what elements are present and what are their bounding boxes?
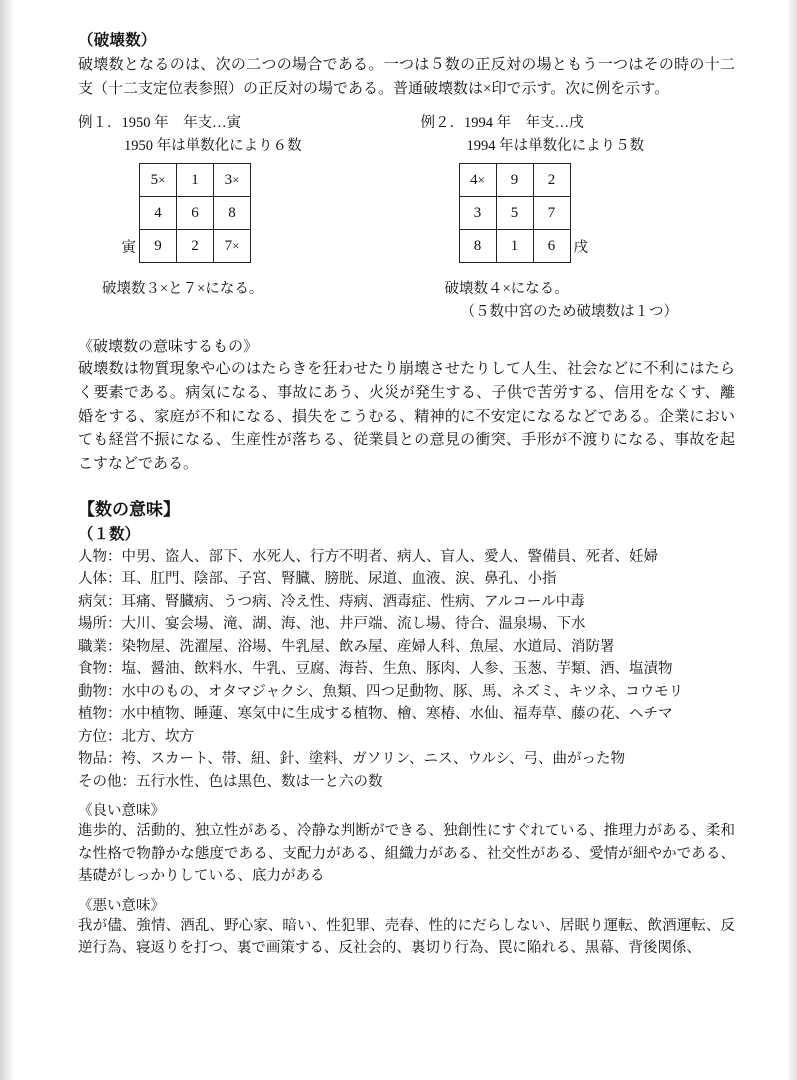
cell-number: 6 — [191, 204, 199, 221]
example-2-subtitle: 1994 年は単数化により５数 — [466, 138, 645, 155]
list-item: 食物：塩、醤油、飲料水、牛乳、豆腐、海苔、生魚、豚肉、人参、玉葱、芋類、酒、塩漬物 — [78, 661, 673, 678]
example-1-note: 破壊数３×と７×になる。 — [102, 281, 264, 298]
cell-number: 1 — [510, 237, 519, 254]
example-1-magic-square — [139, 163, 251, 263]
list-item: 人物：中男、盗人、部下、水死人、行方不明者、病人、盲人、愛人、警備員、死者、妊婦 — [78, 548, 658, 565]
section-paragraph: 破壊数となるのは、次の二つの場合である。一つは５数の正反対の場ともう一つはその時の十二支（十二支定位表参照）の正反対の場である。普通破壊数は×印で示す。次に例を示す。 — [78, 57, 735, 97]
example-1-grid-wrap — [114, 163, 407, 263]
attribute-list — [78, 546, 735, 793]
magic-cell — [459, 230, 496, 263]
example-2-note-secondary: （５数中宮のため破壊数は１つ） — [460, 304, 678, 321]
table-row — [459, 164, 570, 197]
list-item: 病気：耳痛、腎臓病、うつ病、冷え性、痔病、酒毒症、性病、アルコール中毒 — [78, 593, 585, 610]
magic-cell — [496, 230, 533, 263]
table-row — [459, 230, 570, 263]
cell-number: 8 — [228, 204, 236, 221]
cell-number: 5 — [150, 171, 159, 188]
list-item: 物品：袴、スカート、帯、紐、針、塗料、ガソリン、ニス、ウルシ、弓、曲がった物 — [78, 751, 626, 768]
magic-cell — [140, 164, 177, 197]
section-hakaisu — [78, 28, 735, 321]
cell-number: 3 — [473, 204, 482, 221]
cell-number: 4 — [154, 204, 162, 221]
magic-cell — [459, 164, 496, 197]
good-meaning-heading: 《良い意味》 — [78, 802, 165, 819]
magic-cell — [496, 197, 533, 230]
example-1-subtitle: 1950 年は単数化により６数 — [124, 138, 302, 155]
magic-cell — [533, 197, 570, 230]
example-2-title: 例２．1994 年 年支…戌 — [420, 115, 584, 132]
destruction-mark: × — [232, 237, 240, 253]
number-meaning-heading: 【数の意味】 — [78, 499, 180, 519]
cell-number: 4 — [470, 171, 478, 188]
bad-meaning-heading: 《悪い意味》 — [78, 897, 165, 914]
example-2 — [407, 111, 736, 321]
cell-number: 2 — [547, 171, 556, 188]
section-heading: （破壊数） — [78, 32, 157, 49]
magic-cell — [177, 230, 214, 263]
magic-cell — [140, 230, 177, 263]
list-item: 人体：耳、肛門、陰部、子宮、腎臓、膀胱、尿道、血液、涙、鼻孔、小指 — [78, 571, 557, 588]
section-number-meaning — [78, 495, 735, 960]
table-row — [140, 164, 251, 197]
list-item: その他：五行水性、色は黒色、数は一と六の数 — [78, 773, 383, 790]
number-one-heading: （１数） — [78, 525, 141, 543]
magic-cell — [214, 230, 251, 263]
good-meaning-text: 進歩的、活動的、独立性がある、冷静な判断ができる、独創性にすぐれている、推理力がある、柔和な性格で物静かな態度である、支配力がある、組織力がある、社交性がある、愛情が細やかである、基礎がしっかりしている、底力がある — [78, 822, 735, 885]
list-item: 職業：染物屋、洗濯屋、浴場、牛乳屋、飲み屋、産婦人科、魚屋、水道局、消防署 — [78, 638, 615, 655]
bad-meaning-text: 我が儘、強情、酒乱、野心家、暗い、性犯罪、売春、性的にだらしない、居眠り運転、飲酒運転、反逆行為、寝返りを打つ、裏で画策する、反社会的、裏切り行為、罠に陥れる、黒幕、背後関係、 — [78, 917, 735, 957]
example-1 — [78, 111, 407, 321]
section-meaning-of-hakaisu — [78, 335, 735, 476]
cell-number: 3 — [224, 171, 233, 188]
examples-row — [78, 111, 735, 321]
destruction-mark: × — [158, 171, 166, 187]
example-2-grid-wrap — [459, 163, 736, 263]
cell-number: 2 — [191, 237, 199, 254]
cell-number: 9 — [510, 171, 519, 188]
destruction-mark: × — [232, 171, 240, 187]
cell-number: 5 — [510, 204, 519, 221]
cell-number: 7 — [224, 237, 233, 254]
meaning-paragraph: 破壊数は物質現象や心のはたらきを狂わせたり崩壊させたりして人生、社会などに不利にはたらく要素である。病気になる、事故にあう、火災が発生する、子供で苦労する、信用をなくす、離婚をする、家庭が不和になる、損失をこうむる、精神的に不安定になるなどである。企業においても経営不振になる、生産性が落ちる、従業員との意見の衝突、手形が不渡りになる、事故を起こすなどである。 — [78, 361, 735, 473]
meaning-heading: 《破壊数の意味するもの》 — [78, 339, 259, 356]
magic-cell — [459, 197, 496, 230]
example-1-side-label: 寅 — [121, 240, 136, 257]
magic-cell — [496, 164, 533, 197]
example-2-magic-square — [459, 163, 571, 263]
example-1-title: 例１．1950 年 年支…寅 — [78, 115, 242, 132]
table-row — [140, 230, 251, 263]
list-item: 方位：北方、坎方 — [78, 728, 194, 745]
list-item: 植物：水中植物、睡蓮、寒気中に生成する植物、檜、寒椿、水仙、福寿草、藤の花、ヘチマ — [78, 706, 673, 723]
cell-number: 7 — [547, 204, 556, 221]
cell-number: 9 — [154, 237, 162, 254]
table-row — [140, 197, 251, 230]
cell-number: 6 — [547, 237, 556, 254]
magic-cell — [533, 164, 570, 197]
magic-cell — [140, 197, 177, 230]
cell-number: 8 — [473, 237, 482, 254]
magic-cell — [177, 164, 214, 197]
list-item: 動物：水中のもの、オタマジャクシ、魚類、四つ足動物、豚、馬、ネズミ、キツネ、コウモリ — [78, 683, 684, 700]
magic-cell — [177, 197, 214, 230]
list-item: 場所：大川、宴会場、滝、湖、海、池、井戸端、流し場、待合、温泉場、下水 — [78, 616, 586, 633]
destruction-mark: × — [477, 171, 485, 187]
example-2-note: 破壊数４×になる。 — [444, 281, 569, 298]
magic-cell — [214, 164, 251, 197]
magic-cell — [533, 230, 570, 263]
magic-cell — [214, 197, 251, 230]
table-row — [459, 197, 570, 230]
example-2-side-label: 戌 — [573, 240, 588, 257]
cell-number: 1 — [191, 171, 199, 188]
